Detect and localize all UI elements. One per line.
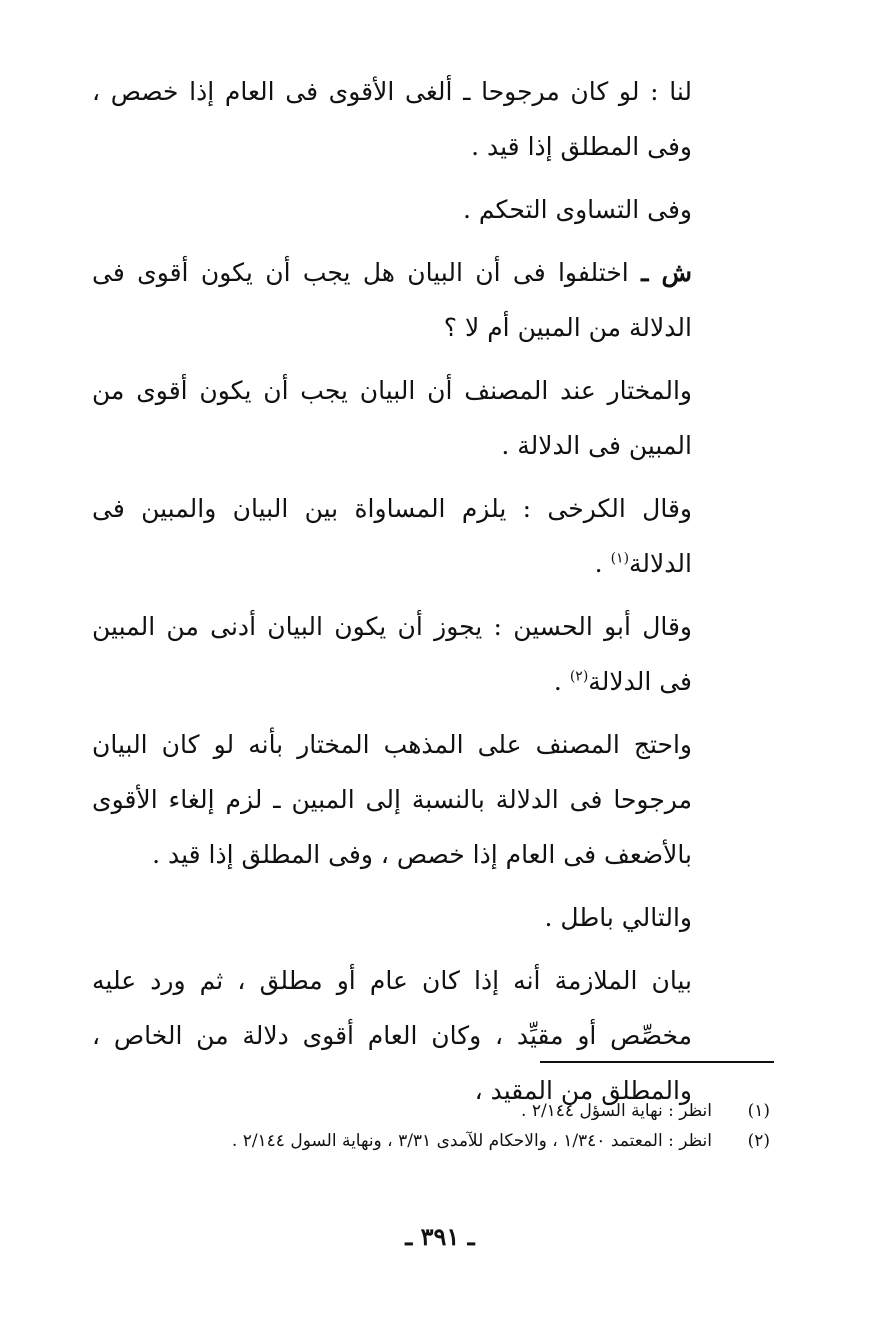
paragraph-9 bbox=[92, 953, 760, 1118]
footnote-2 bbox=[110, 1126, 770, 1156]
paragraph-3 bbox=[92, 245, 760, 355]
footnote-1 bbox=[110, 1096, 770, 1126]
paragraph-text: اختلفوا فى أن البيان هل يجب أن يكون أقوى فى الدلالة من المبين أم لا ؟ bbox=[92, 258, 692, 342]
paragraph-text: والمختار عند المصنف أن البيان يجب أن يكون أقوى من المبين فى الدلالة . bbox=[92, 376, 692, 460]
commentary-marker: ش ـ bbox=[641, 258, 692, 287]
paragraph-text: والتالي باطل . bbox=[544, 903, 692, 932]
paragraph-2 bbox=[92, 182, 760, 237]
footnotes bbox=[110, 1096, 770, 1156]
paragraph-end: . bbox=[594, 549, 611, 578]
paragraph-4 bbox=[92, 363, 760, 473]
footnote-number: (١) bbox=[747, 1101, 770, 1121]
footnote-text: انظر : نهاية السؤل ٢/١٤٤ . bbox=[521, 1101, 712, 1121]
paragraph-end: . bbox=[553, 667, 570, 696]
footnote-text: انظر : المعتمد ١/٣٤٠ ، والاحكام للآمدى ٣/٣١ ، ونهاية السول ٢/١٤٤ . bbox=[231, 1131, 712, 1151]
paragraph-7 bbox=[92, 717, 760, 882]
footnote-divider bbox=[540, 1061, 774, 1063]
footnote-ref-2[interactable]: (٢) bbox=[569, 668, 589, 685]
paragraph-text: وفى التساوى التحكم . bbox=[462, 195, 692, 224]
page-number: ـ ٣٩١ ـ bbox=[405, 1222, 475, 1251]
footnote-number: (٢) bbox=[747, 1131, 770, 1151]
paragraph-5 bbox=[92, 481, 760, 591]
main-text bbox=[92, 64, 760, 1126]
paragraph-text: لنا : لو كان مرجوحا ـ ألغى الأقوى فى العام إذا خصص ، وفى المطلق إذا قيد . bbox=[92, 77, 692, 161]
paragraph-6 bbox=[92, 599, 760, 709]
paragraph-text: وقال الكرخى : يلزم المساواة بين البيان والمبين فى الدلالة bbox=[92, 494, 692, 578]
paragraph-1 bbox=[92, 64, 760, 174]
paragraph-text: بيان الملازمة أنه إذا كان عام أو مطلق ، ثم ورد عليه مخصِّص أو مقيِّد ، وكان العام أقوى دلالة من الخاص ، والمطلق من المقيد ، bbox=[92, 966, 692, 1105]
footnote-ref-1[interactable]: (١) bbox=[610, 550, 630, 567]
paragraph-8 bbox=[92, 890, 760, 945]
paragraph-text: واحتج المصنف على المذهب المختار بأنه لو كان البيان مرجوحا فى الدلالة بالنسبة إلى المبين ـ لزم إلغاء الأقوى بالأضعف فى العام إذا خصص ، وفى المطلق إذا قيد . bbox=[92, 730, 692, 869]
paragraph-text: وقال أبو الحسين : يجوز أن يكون البيان أدنى من المبين فى الدلالة bbox=[92, 612, 692, 696]
